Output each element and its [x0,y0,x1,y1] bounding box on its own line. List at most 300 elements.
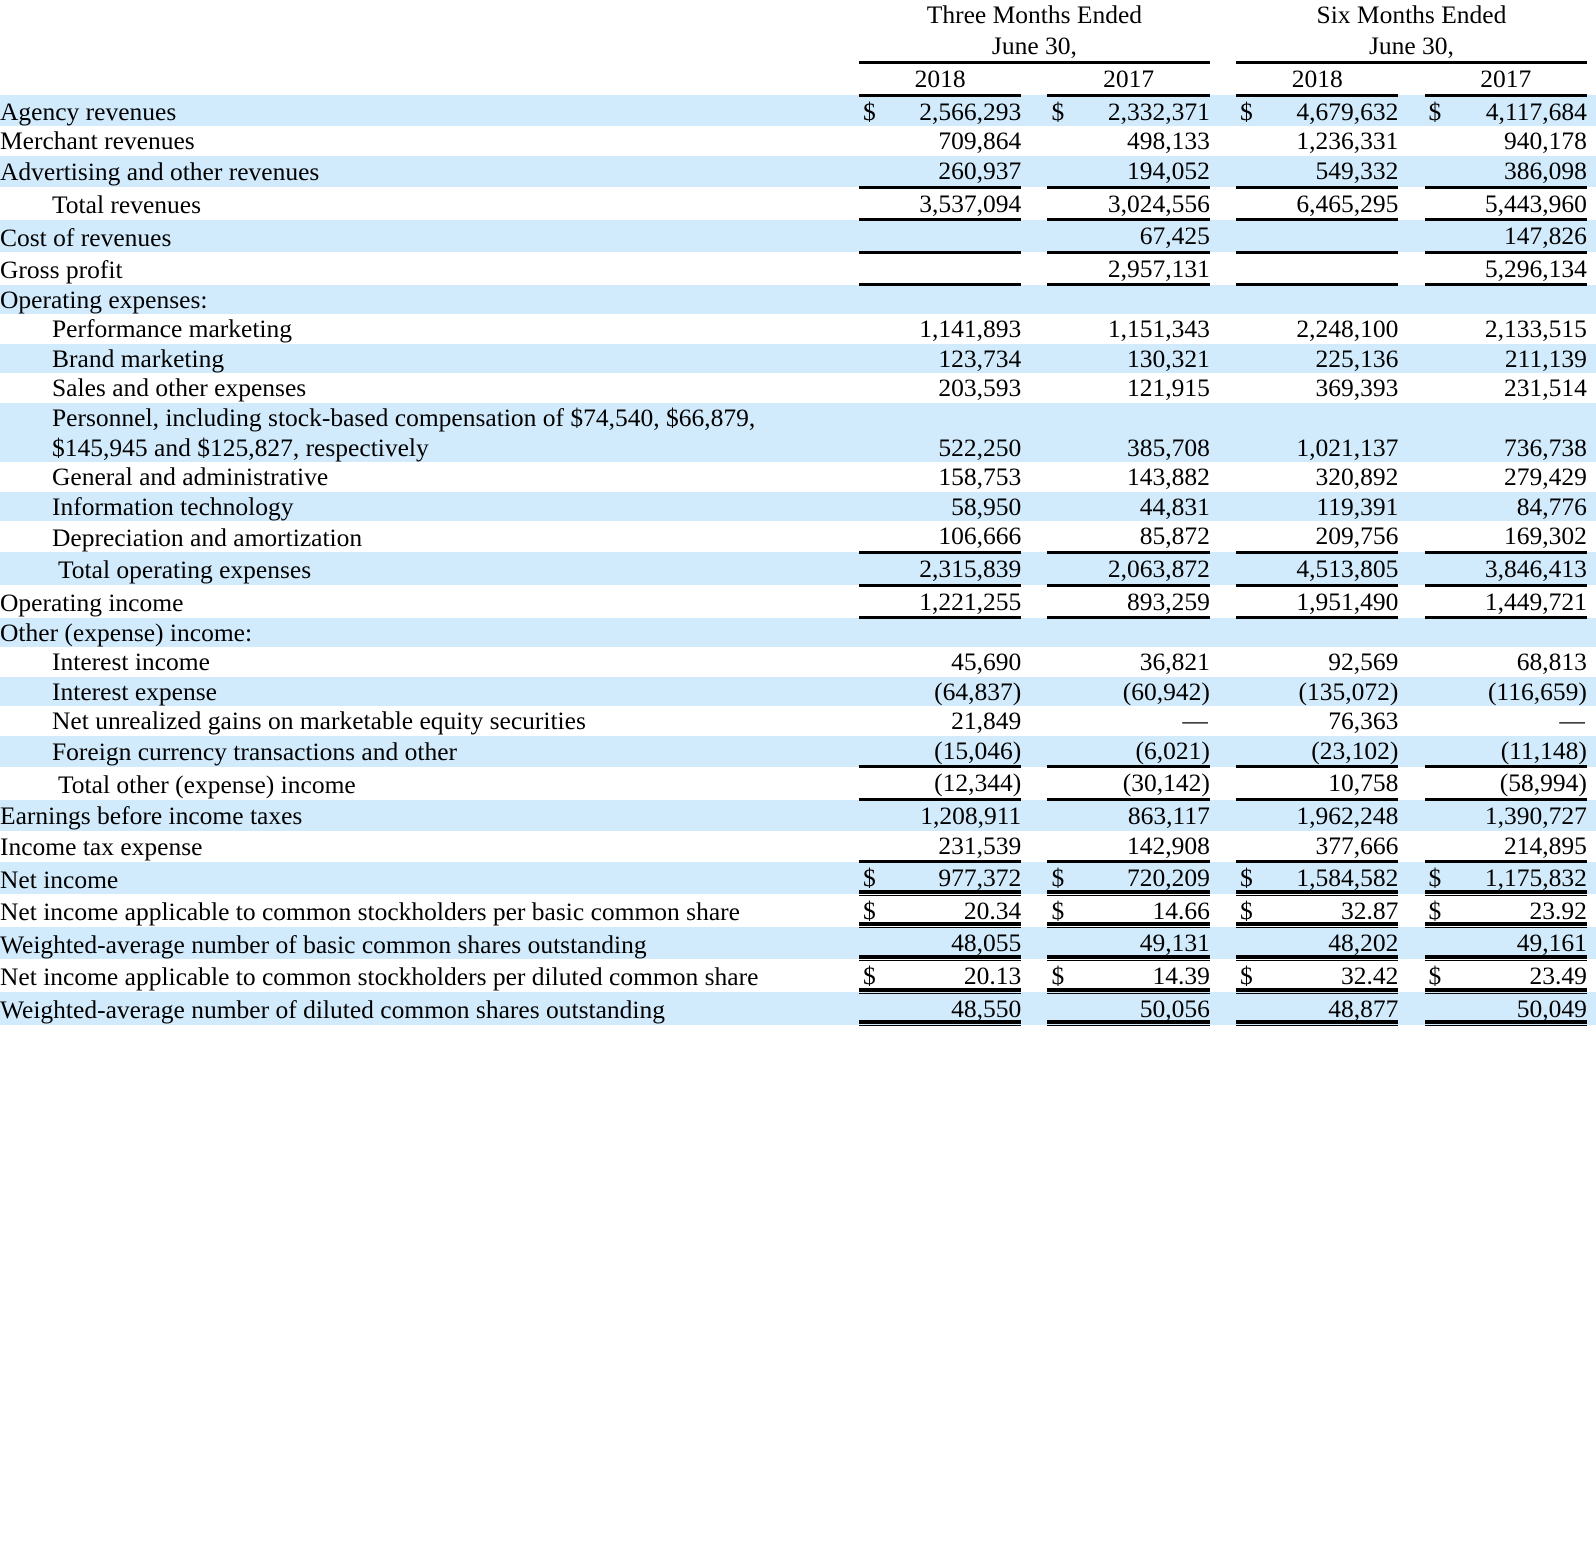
year-spacer [0,64,833,95]
column-gap [1210,187,1236,220]
row-value: 48,550 [859,992,1021,1025]
value-number: 20.34 [963,895,1022,925]
row-label: Agency revenues [0,95,833,126]
value-number: 14.66 [1152,895,1210,925]
column-gap [1398,767,1424,800]
column-gap [833,831,859,862]
row-value: 709,864 [938,126,1022,156]
group-label-line2: June 30, [991,30,1077,60]
column-gap [1210,800,1236,831]
currency-symbol: $ [862,895,876,925]
row-edge-pad [1587,95,1596,126]
year-header-2018-q: 2018 [859,64,1021,95]
row-value [1047,959,1209,992]
column-gap [1210,220,1236,253]
column-gap [1210,706,1236,736]
column-gap [833,927,859,960]
column-gap [1210,585,1236,618]
row-value: 49,161 [1425,927,1587,960]
value-number: 1,175,832 [1484,863,1587,893]
row-value [1236,252,1398,285]
row-label: Sales and other expenses [52,373,307,403]
currency-symbol: $ [1051,863,1065,893]
currency-symbol: $ [1240,895,1253,925]
row-value: 194,052 [1047,156,1209,187]
row-value [1236,894,1398,927]
column-gap [833,706,859,736]
column-group-header-row [0,0,1596,63]
year-header-2018-h: 2018 [1236,64,1398,95]
table-row [0,894,1596,927]
column-gap [833,800,859,831]
row-value: 106,666 [859,521,1021,552]
row-value: 84,776 [1425,492,1587,522]
row-label: Information technology [0,492,833,522]
currency-symbol: $ [1428,960,1442,990]
row-value [859,959,1021,992]
row-value [859,220,1021,253]
row-value: 130,321 [1047,344,1209,374]
column-gap [1021,95,1047,126]
column-gap [1021,618,1047,648]
row-edge-pad [1587,126,1596,156]
year-pad [1587,64,1596,95]
currency-symbol: $ [862,960,876,990]
column-gap [1398,187,1424,220]
row-value: 123,734 [859,344,1021,374]
year-gap [833,64,859,95]
row-label: Income tax expense [0,832,203,862]
row-value: 48,202 [1236,927,1398,960]
currency-symbol: $ [1428,895,1442,925]
row-value: 2,315,839 [859,552,1021,585]
column-gap [1210,314,1236,344]
year-header-2017-h: 2017 [1425,64,1587,95]
row-label: Other (expense) income: [0,618,833,648]
column-gap [1398,403,1424,462]
column-gap [833,677,859,707]
row-value: 44,831 [1047,492,1209,522]
row-edge-pad [1587,252,1596,285]
row-edge-pad [1587,959,1596,992]
row-value [1425,862,1587,895]
row-value: 1,151,343 [1107,314,1210,344]
row-value: 76,363 [1328,706,1399,736]
row-edge-pad [1587,314,1596,344]
column-group-six-months [1236,0,1587,63]
value-number: 32.42 [1340,960,1399,990]
row-value [1047,706,1209,736]
row-label: Net income [0,862,833,895]
row-value: 893,259 [1047,585,1209,618]
year-header-row [0,64,1596,95]
table-row [0,767,1596,800]
column-gap [833,373,859,403]
row-value [859,618,1021,648]
column-gap [1398,552,1424,585]
row-label: Gross profit [0,255,123,285]
row-value: 48,877 [1236,992,1398,1025]
column-gap [1210,862,1236,895]
column-gap [1398,492,1424,522]
column-gap [1021,862,1047,895]
row-value: 5,296,134 [1425,252,1587,285]
row-value: 85,872 [1047,521,1209,552]
row-label: Cost of revenues [0,220,833,253]
row-value: (64,837) [859,677,1021,707]
row-edge-pad [1587,647,1596,677]
empty-value-dash: — [1559,706,1585,736]
table-row [0,156,1596,187]
row-label: Earnings before income taxes [0,800,833,831]
row-value: 522,250 [859,403,1021,462]
row-value: (6,021) [1047,736,1209,767]
row-value: 2,063,872 [1047,552,1209,585]
row-value: 2,133,515 [1484,314,1587,344]
table-row [0,552,1596,585]
row-value: (30,142) [1047,767,1209,800]
column-gap [833,95,859,126]
header-gap [1210,0,1236,63]
column-gap [1398,959,1424,992]
row-edge-pad [1587,992,1596,1025]
row-value: 209,756 [1236,521,1398,552]
row-value: 45,690 [951,647,1022,677]
row-edge-pad [1587,800,1596,831]
row-value: 10,758 [1236,767,1398,800]
row-value: 260,937 [859,156,1021,187]
column-gap [1398,706,1424,736]
column-gap [1398,252,1424,285]
column-gap [1210,373,1236,403]
column-gap [1210,156,1236,187]
row-value [859,894,1021,927]
column-gap [1021,252,1047,285]
row-value: (60,942) [1047,677,1209,707]
row-edge-pad [1587,492,1596,522]
column-gap [1021,767,1047,800]
value-number: 1,584,582 [1296,863,1399,893]
row-value: 121,915 [1126,373,1210,403]
column-gap [1021,831,1047,862]
row-edge-pad [1587,187,1596,220]
row-label: Weighted-average number of diluted common shares outstanding [0,992,833,1025]
year-header-2017-q: 2017 [1047,64,1209,95]
row-value: 4,513,805 [1236,552,1398,585]
value-number: 23.92 [1529,895,1587,925]
currency-symbol: $ [1051,96,1065,126]
column-gap [1021,894,1047,927]
column-gap [833,403,859,462]
table-row [0,736,1596,767]
row-value: 6,465,295 [1236,187,1398,220]
row-value: 58,950 [859,492,1021,522]
column-gap [1021,403,1047,462]
column-gap [1021,959,1047,992]
year-gap [1398,64,1424,95]
column-gap [1021,373,1047,403]
column-gap [833,220,859,253]
row-label: Net income applicable to common stockholders per basic common share [0,897,740,927]
row-value: 377,666 [1236,831,1398,862]
row-value: 3,846,413 [1425,552,1587,585]
column-gap [1398,462,1424,492]
column-gap [1021,927,1047,960]
row-value: (58,994) [1425,767,1587,800]
row-value [1047,285,1209,315]
column-gap [833,618,859,648]
column-group-three-months [859,0,1210,63]
row-value [859,95,1021,126]
row-value: (11,148) [1425,736,1587,767]
row-value [1425,285,1587,315]
row-label: General and administrative [52,462,329,492]
table-row [0,403,1596,462]
column-gap [1210,927,1236,960]
header-pad [1587,0,1596,63]
row-value [1236,862,1398,895]
column-gap [833,187,859,220]
row-value: 2,248,100 [1296,314,1399,344]
table-row [0,647,1596,677]
currency-symbol: $ [1240,863,1253,893]
value-number: 14.39 [1152,960,1210,990]
column-gap [833,156,859,187]
column-gap [833,126,859,156]
row-edge-pad [1587,736,1596,767]
row-value: 92,569 [1328,647,1399,677]
header-gap [833,0,859,63]
column-gap [1398,992,1424,1025]
column-gap [1210,552,1236,585]
table-row [0,187,1596,220]
row-value: 21,849 [951,706,1022,736]
value-number: 20.13 [963,960,1022,990]
column-gap [1398,862,1424,895]
year-gap [1021,64,1047,95]
row-edge-pad [1587,894,1596,927]
table-row [0,618,1596,648]
year-gap [1210,64,1236,95]
table-row [0,492,1596,522]
column-gap [1021,552,1047,585]
row-label: Operating expenses: [0,285,833,315]
row-value: 549,332 [1236,156,1398,187]
column-gap [1210,126,1236,156]
column-gap [833,492,859,522]
column-gap [1021,156,1047,187]
row-value [1425,95,1587,126]
row-value: 279,429 [1503,462,1587,492]
column-gap [1398,927,1424,960]
column-gap [833,585,859,618]
row-value: 2,957,131 [1047,252,1209,285]
column-gap [1398,285,1424,315]
column-gap [1398,800,1424,831]
row-value: 50,056 [1047,992,1209,1025]
row-value [1047,618,1209,648]
row-value: 68,813 [1516,647,1587,677]
row-value: 225,136 [1236,344,1398,374]
row-value: 863,117 [1047,800,1209,831]
row-edge-pad [1587,927,1596,960]
row-value: 48,055 [859,927,1021,960]
column-gap [1021,187,1047,220]
row-value [1425,618,1587,648]
column-gap [833,552,859,585]
row-value: 36,821 [1139,647,1210,677]
row-label: Personnel, including stock-based compensation of $74,540, $66,879, $145,945 and $125,827, respectively [0,403,833,462]
table-row [0,521,1596,552]
group-label-line1: Six Months Ended [1316,0,1507,29]
column-gap [833,344,859,374]
row-label: Depreciation and amortization [52,522,363,552]
row-label: Net income applicable to common stockholders per diluted common share [0,962,759,992]
table-row [0,252,1596,285]
column-gap [1021,585,1047,618]
row-edge-pad [1587,521,1596,552]
row-label: Total other (expense) income [58,769,356,799]
row-value: 940,178 [1503,126,1587,156]
column-gap [1210,344,1236,374]
row-edge-pad [1587,220,1596,253]
column-gap [1398,95,1424,126]
column-gap [1398,220,1424,253]
row-label: Foreign currency transactions and other [0,736,833,767]
empty-value-dash: — [1182,706,1208,736]
value-number: 23.49 [1529,960,1587,990]
column-gap [1210,677,1236,707]
table-row [0,992,1596,1025]
row-value: 1,141,893 [919,314,1022,344]
column-gap [1210,736,1236,767]
row-label: Merchant revenues [0,126,195,156]
table-row [0,126,1596,156]
column-gap [1021,314,1047,344]
currency-symbol: $ [1428,863,1442,893]
row-value [1047,95,1209,126]
column-gap [833,285,859,315]
row-label: Brand marketing [0,344,833,374]
row-value [859,252,1021,285]
group-label-line1: Three Months Ended [926,0,1143,29]
row-edge-pad [1587,285,1596,315]
column-gap [833,992,859,1025]
row-value: 3,024,556 [1047,187,1209,220]
column-gap [1398,126,1424,156]
table-row [0,677,1596,707]
value-number: 2,566,293 [919,96,1022,126]
value-number: 4,117,684 [1485,96,1587,126]
column-gap [1398,618,1424,648]
currency-symbol: $ [1240,960,1253,990]
column-gap [1210,521,1236,552]
row-value: 1,208,911 [859,800,1021,831]
row-value: 1,449,721 [1425,585,1587,618]
value-number: 720,209 [1126,863,1210,893]
row-edge-pad [1587,706,1596,736]
row-label: Advertising and other revenues [0,156,833,187]
table-row [0,285,1596,315]
column-gap [833,767,859,800]
column-gap [833,862,859,895]
column-gap [1210,95,1236,126]
header-spacer [0,0,833,63]
row-value: 231,539 [859,831,1021,862]
table-row [0,831,1596,862]
row-value: 369,393 [1315,373,1399,403]
row-value [1236,220,1398,253]
column-gap [1210,285,1236,315]
row-value: 1,962,248 [1236,800,1398,831]
column-gap [1021,462,1047,492]
row-edge-pad [1587,767,1596,800]
row-value: 119,391 [1236,492,1398,522]
table-row [0,706,1596,736]
row-value: 3,537,094 [859,187,1021,220]
row-value: 1,221,255 [859,585,1021,618]
row-value: 203,593 [938,373,1022,403]
row-label: Performance marketing [52,314,293,344]
row-edge-pad [1587,462,1596,492]
table-row [0,585,1596,618]
column-gap [833,894,859,927]
column-gap [1210,618,1236,648]
row-value: 498,133 [1126,126,1210,156]
row-value: 736,738 [1425,403,1587,462]
row-value: 214,895 [1425,831,1587,862]
column-gap [833,736,859,767]
row-value: 142,908 [1047,831,1209,862]
row-value [1425,894,1587,927]
column-gap [1021,220,1047,253]
row-value [859,285,1021,315]
column-gap [1210,403,1236,462]
group-label-line2: June 30, [1368,30,1454,60]
table-body [0,95,1596,1024]
column-gap [1398,156,1424,187]
column-gap [1021,736,1047,767]
row-value: 147,826 [1425,220,1587,253]
column-gap [1021,521,1047,552]
row-edge-pad [1587,677,1596,707]
row-value: 49,131 [1047,927,1209,960]
column-gap [1210,492,1236,522]
row-value [1047,894,1209,927]
column-gap [1398,373,1424,403]
column-gap [833,647,859,677]
value-number: 4,679,632 [1296,96,1399,126]
row-value: 1,390,727 [1425,800,1587,831]
row-value [859,862,1021,895]
currency-symbol: $ [1051,960,1065,990]
row-value: 1,236,331 [1296,126,1399,156]
row-value: 320,892 [1315,462,1399,492]
currency-symbol: $ [862,863,876,893]
row-label: Weighted-average number of basic common shares outstanding [0,927,833,960]
row-label: Operating income [0,588,184,618]
column-gap [1210,767,1236,800]
row-value: 169,302 [1425,521,1587,552]
table-row [0,220,1596,253]
table-row [0,862,1596,895]
column-gap [1021,344,1047,374]
row-label: Total operating expenses [0,552,833,585]
currency-symbol: $ [1240,96,1253,126]
row-value [1236,618,1398,648]
table-row [0,344,1596,374]
table-row [0,373,1596,403]
